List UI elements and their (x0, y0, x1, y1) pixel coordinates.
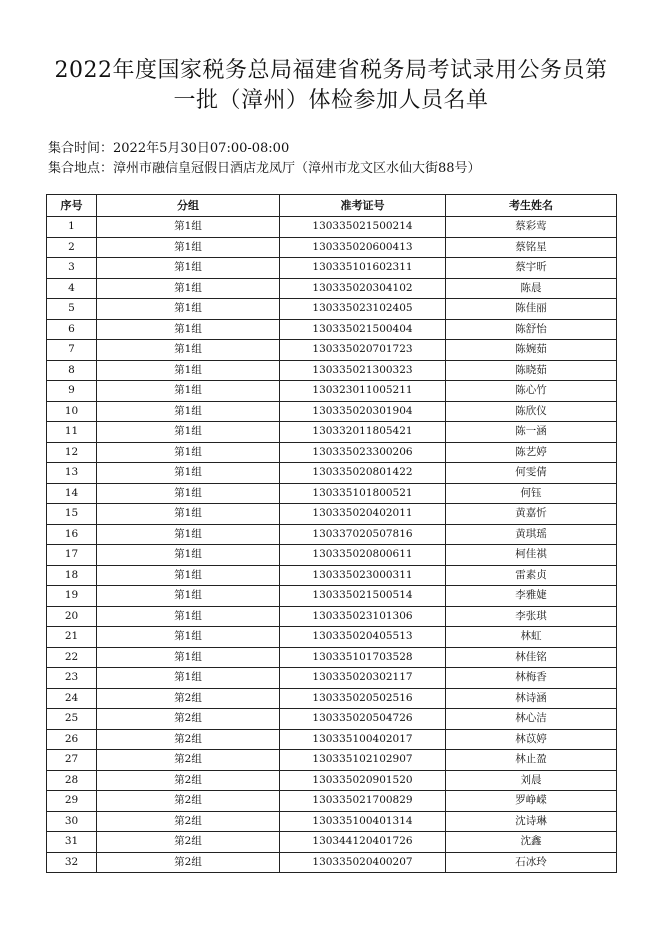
cell-name: 林佳铭 (446, 647, 617, 668)
cell-group: 第2组 (97, 791, 280, 812)
cell-group: 第1组 (97, 299, 280, 320)
cell-name: 石冰玲 (446, 852, 617, 873)
cell-group: 第1组 (97, 504, 280, 525)
cell-name: 林虹 (446, 627, 617, 648)
cell-name: 李张琪 (446, 606, 617, 627)
cell-number: 20 (47, 606, 97, 627)
cell-number: 24 (47, 688, 97, 709)
cell-number: 7 (47, 340, 97, 361)
cell-group: 第1组 (97, 340, 280, 361)
cell-group: 第2组 (97, 750, 280, 771)
cell-number: 21 (47, 627, 97, 648)
table-row (47, 586, 617, 607)
cell-exam-id: 130335101800521 (280, 483, 446, 504)
cell-name: 何钰 (446, 483, 617, 504)
cell-exam-id: 130335020600413 (280, 237, 446, 258)
table-row (47, 709, 617, 730)
table-row (47, 463, 617, 484)
table-row (47, 217, 617, 238)
cell-group: 第2组 (97, 852, 280, 873)
cell-name: 蔡彩莺 (446, 217, 617, 238)
cell-exam-id: 130335020801422 (280, 463, 446, 484)
column-header-number: 序号 (47, 195, 97, 217)
cell-name: 沈鑫 (446, 832, 617, 853)
cell-number: 14 (47, 483, 97, 504)
cell-number: 4 (47, 278, 97, 299)
cell-name: 陈舒怡 (446, 319, 617, 340)
cell-number: 6 (47, 319, 97, 340)
cell-name: 陈晨 (446, 278, 617, 299)
cell-group: 第1组 (97, 483, 280, 504)
cell-number: 13 (47, 463, 97, 484)
cell-exam-id: 130335020901520 (280, 770, 446, 791)
cell-name: 沈诗琳 (446, 811, 617, 832)
cell-exam-id: 130335100401314 (280, 811, 446, 832)
table-row (47, 442, 617, 463)
cell-name: 陈婉茹 (446, 340, 617, 361)
table-row (47, 504, 617, 525)
table-row (47, 627, 617, 648)
cell-exam-id: 130335021500214 (280, 217, 446, 238)
cell-exam-id: 130335101703528 (280, 647, 446, 668)
title-line-2: 一批（漳州）体检参加人员名单 (173, 88, 489, 113)
cell-name: 陈一涵 (446, 422, 617, 443)
cell-exam-id: 130335023000311 (280, 565, 446, 586)
table-row (47, 545, 617, 566)
table-row (47, 381, 617, 402)
cell-exam-id: 130335100402017 (280, 729, 446, 750)
table-row (47, 319, 617, 340)
cell-group: 第1组 (97, 545, 280, 566)
cell-number: 31 (47, 832, 97, 853)
column-header-exam-id: 准考证号 (280, 195, 446, 217)
cell-group: 第2组 (97, 811, 280, 832)
cell-exam-id: 130335023300206 (280, 442, 446, 463)
cell-name: 林止盈 (446, 750, 617, 771)
gather-place: 集合地点：漳州市融信皇冠假日酒店龙凤厅（漳州市龙文区水仙大街88号） (48, 161, 481, 176)
cell-group: 第1组 (97, 237, 280, 258)
cell-number: 12 (47, 442, 97, 463)
cell-group: 第2组 (97, 688, 280, 709)
cell-number: 25 (47, 709, 97, 730)
table-row (47, 668, 617, 689)
cell-group: 第1组 (97, 258, 280, 279)
cell-exam-id: 130335020301904 (280, 401, 446, 422)
cell-group: 第1组 (97, 606, 280, 627)
cell-exam-id: 130335020405513 (280, 627, 446, 648)
table-header (47, 195, 617, 217)
table-row (47, 524, 617, 545)
column-header-name: 考生姓名 (446, 195, 617, 217)
table-row (47, 811, 617, 832)
cell-number: 26 (47, 729, 97, 750)
column-header-group: 分组 (97, 195, 280, 217)
cell-exam-id: 130335102102907 (280, 750, 446, 771)
cell-number: 2 (47, 237, 97, 258)
cell-exam-id: 130332011805421 (280, 422, 446, 443)
table-row (47, 258, 617, 279)
cell-name: 陈佳丽 (446, 299, 617, 320)
cell-number: 27 (47, 750, 97, 771)
cell-exam-id: 130335020302117 (280, 668, 446, 689)
cell-name: 林梅香 (446, 668, 617, 689)
cell-exam-id: 130335021500404 (280, 319, 446, 340)
cell-name: 陈心竹 (446, 381, 617, 402)
table-row (47, 852, 617, 873)
cell-group: 第2组 (97, 709, 280, 730)
cell-exam-id: 130335021300323 (280, 360, 446, 381)
cell-name: 雷素贞 (446, 565, 617, 586)
cell-exam-id: 130335020402011 (280, 504, 446, 525)
table-row (47, 606, 617, 627)
cell-number: 22 (47, 647, 97, 668)
title-line-1: 2022年度国家税务总局福建省税务局考试录用公务员第 (54, 58, 608, 83)
cell-group: 第1组 (97, 360, 280, 381)
table-row (47, 791, 617, 812)
cell-group: 第1组 (97, 217, 280, 238)
table-row (47, 565, 617, 586)
table-row (47, 729, 617, 750)
cell-exam-id: 130335021700829 (280, 791, 446, 812)
cell-name: 陈晓茹 (446, 360, 617, 381)
table-row (47, 237, 617, 258)
cell-number: 23 (47, 668, 97, 689)
cell-number: 30 (47, 811, 97, 832)
cell-number: 11 (47, 422, 97, 443)
table-row (47, 422, 617, 443)
cell-group: 第1组 (97, 278, 280, 299)
cell-exam-id: 130335020502516 (280, 688, 446, 709)
cell-number: 32 (47, 852, 97, 873)
cell-name: 林苡婷 (446, 729, 617, 750)
cell-group: 第1组 (97, 463, 280, 484)
cell-number: 16 (47, 524, 97, 545)
cell-group: 第2组 (97, 832, 280, 853)
table-row (47, 750, 617, 771)
cell-name: 罗峥嵘 (446, 791, 617, 812)
cell-group: 第1组 (97, 586, 280, 607)
cell-number: 10 (47, 401, 97, 422)
table-row (47, 401, 617, 422)
cell-name: 何雯倩 (446, 463, 617, 484)
cell-number: 18 (47, 565, 97, 586)
cell-number: 19 (47, 586, 97, 607)
table-row (47, 340, 617, 361)
cell-exam-id: 130335023102405 (280, 299, 446, 320)
table-row (47, 360, 617, 381)
cell-group: 第2组 (97, 729, 280, 750)
cell-name: 柯佳祺 (446, 545, 617, 566)
cell-group: 第1组 (97, 319, 280, 340)
cell-exam-id: 130335020504726 (280, 709, 446, 730)
cell-name: 陈艺婷 (446, 442, 617, 463)
cell-group: 第1组 (97, 647, 280, 668)
cell-exam-id: 130335023101306 (280, 606, 446, 627)
cell-group: 第1组 (97, 627, 280, 648)
cell-exam-id: 130335021500514 (280, 586, 446, 607)
table-row (47, 688, 617, 709)
roster-table (46, 194, 617, 873)
cell-group: 第1组 (97, 401, 280, 422)
table-row (47, 299, 617, 320)
cell-name: 黄琪瑶 (446, 524, 617, 545)
cell-exam-id: 130335101602311 (280, 258, 446, 279)
cell-number: 3 (47, 258, 97, 279)
cell-number: 17 (47, 545, 97, 566)
cell-number: 8 (47, 360, 97, 381)
cell-exam-id: 130344120401726 (280, 832, 446, 853)
table-row (47, 832, 617, 853)
cell-number: 9 (47, 381, 97, 402)
cell-name: 蔡铭星 (446, 237, 617, 258)
cell-group: 第1组 (97, 565, 280, 586)
cell-name: 李雅婕 (446, 586, 617, 607)
cell-exam-id: 130335020400207 (280, 852, 446, 873)
table-row (47, 647, 617, 668)
cell-group: 第1组 (97, 668, 280, 689)
cell-name: 刘晨 (446, 770, 617, 791)
cell-group: 第2组 (97, 770, 280, 791)
cell-group: 第1组 (97, 524, 280, 545)
cell-name: 林心洁 (446, 709, 617, 730)
cell-group: 第1组 (97, 381, 280, 402)
cell-exam-id: 130323011005211 (280, 381, 446, 402)
cell-exam-id: 130335020800611 (280, 545, 446, 566)
cell-name: 林诗涵 (446, 688, 617, 709)
gather-time: 集合时间：2022年5月30日07:00-08:00 (48, 141, 290, 156)
cell-group: 第1组 (97, 442, 280, 463)
cell-exam-id: 130335020701723 (280, 340, 446, 361)
document-title (40, 56, 622, 116)
cell-name: 蔡宇昕 (446, 258, 617, 279)
cell-number: 5 (47, 299, 97, 320)
cell-name: 陈欣仪 (446, 401, 617, 422)
table-body (47, 217, 617, 873)
cell-number: 15 (47, 504, 97, 525)
cell-number: 28 (47, 770, 97, 791)
header-row (47, 195, 617, 217)
table-row (47, 770, 617, 791)
cell-number: 29 (47, 791, 97, 812)
cell-group: 第1组 (97, 422, 280, 443)
table-row (47, 483, 617, 504)
cell-number: 1 (47, 217, 97, 238)
table-row (47, 278, 617, 299)
cell-exam-id: 130337020507816 (280, 524, 446, 545)
cell-name: 黄嘉忻 (446, 504, 617, 525)
cell-exam-id: 130335020304102 (280, 278, 446, 299)
